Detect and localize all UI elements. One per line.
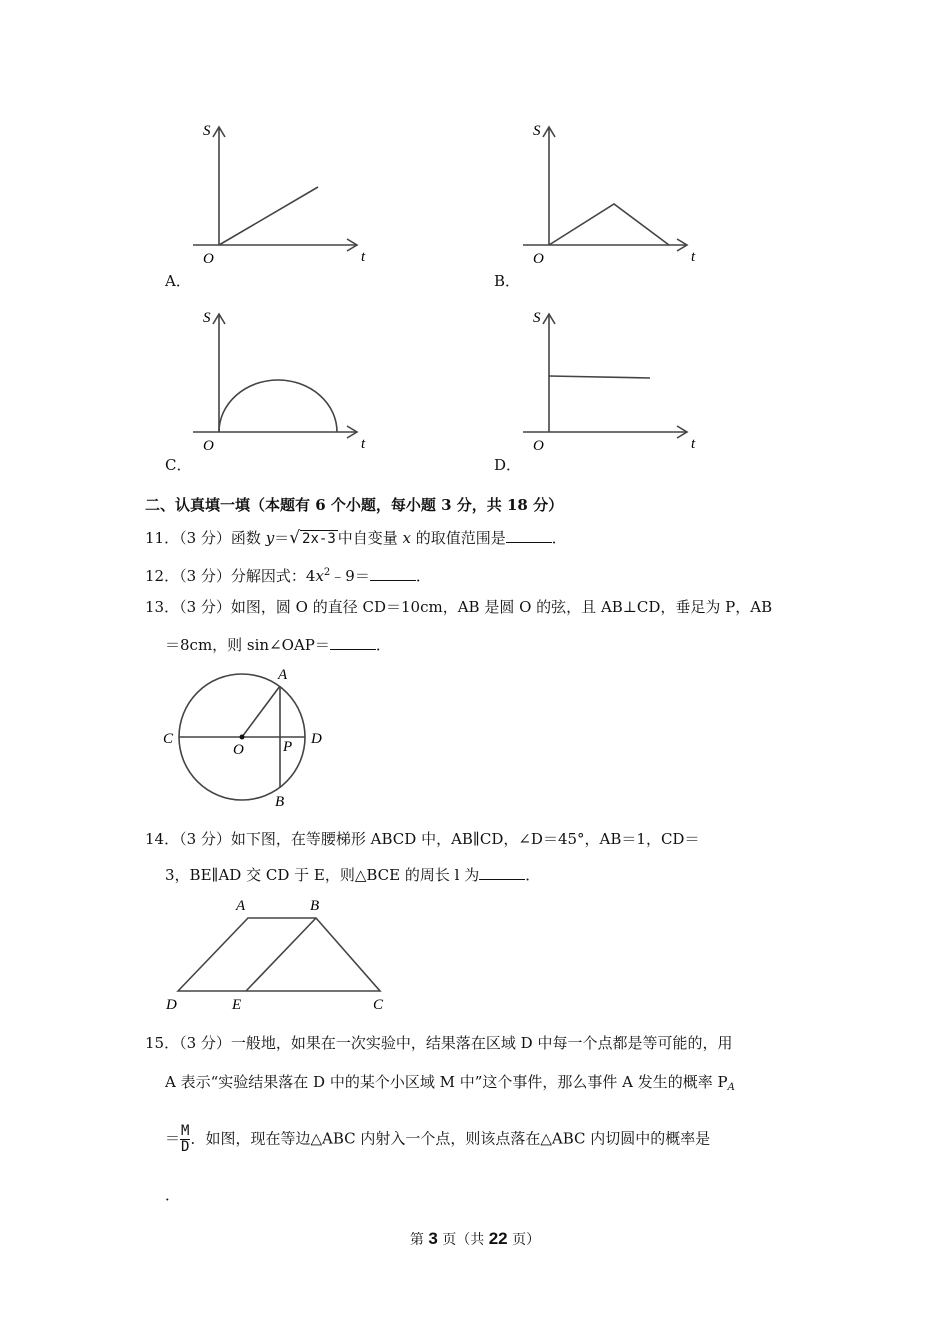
point-a-label: A <box>278 667 288 683</box>
axis-t-label: t <box>691 249 696 265</box>
point-b-label: B <box>275 794 285 810</box>
point-c-label: C <box>373 997 384 1013</box>
question-15-line-4: ． <box>165 1186 181 1204</box>
question-score: （3 分） <box>179 830 231 848</box>
question-score: （3 分） <box>179 598 231 616</box>
question-15-line-1: 15．（3 分）一般地，如果在一次实验中，结果落在区域 D 中每一个点都是等可能的，用 <box>145 1034 733 1052</box>
section-title: 二、认真填一填（本题有 6 个小题，每小题 3 分，共 18 分） <box>145 496 564 514</box>
graph-a <box>185 115 380 275</box>
point-c-label: C <box>163 731 174 747</box>
answer-blank[interactable] <box>370 566 416 581</box>
trapezoid-figure <box>160 893 400 1018</box>
origin-label: O <box>533 438 544 454</box>
point-p-label: P <box>283 739 293 755</box>
point-b-label: B <box>310 898 320 914</box>
option-c-label: C． <box>165 456 192 474</box>
option-d-label: D． <box>494 456 522 474</box>
question-14-line-2: 3，BE∥AD 交 CD 于 E，则△BCE 的周长 l 为 ． <box>165 866 541 884</box>
question-15-line-3: ＝ $\frac{M}{D}$ ．如图，现在等边△ABC 内射入一个点，则该点落在△ABC 内切圆中的概率是 <box>165 1123 711 1155</box>
question-12: 12．（3 分）分解因式：$4x^2﹣9=$ ． <box>145 567 431 585</box>
answer-blank[interactable] <box>506 528 552 543</box>
page-total: 22 <box>488 1229 508 1248</box>
origin-label: O <box>203 438 214 454</box>
question-number: 14． <box>145 830 180 848</box>
question-number: 11． <box>145 529 180 547</box>
question-number: 13． <box>145 598 180 616</box>
graph-b <box>515 115 710 275</box>
point-e-label: E <box>232 997 242 1013</box>
axis-s-label: S <box>203 123 211 139</box>
axis-t-label: t <box>361 249 366 265</box>
question-13-line-1: 13．（3 分）如图，圆 O 的直径 CD＝10cm，AB 是圆 O 的弦，且 AB⊥CD，垂足为 P，AB <box>145 598 773 616</box>
question-13-line-2: ＝8cm，则 sin∠OAP＝ ． <box>165 636 391 654</box>
question-14-line-1: 14．（3 分）如下图，在等腰梯形 ABCD 中，AB∥CD，∠D＝45°，AB＝1，CD＝ <box>145 830 700 848</box>
axis-t-label: t <box>361 436 366 452</box>
graph-d <box>515 302 710 462</box>
page-number: 3 <box>428 1229 438 1248</box>
origin-label: O <box>533 251 544 267</box>
question-score: （3 分） <box>179 529 231 547</box>
question-15-line-2: A 表示“实验结果落在 D 中的某个小区域 M 中”这个事件，那么事件 A 发生的概率 $P_A$ <box>165 1073 735 1093</box>
point-d-label: D <box>311 731 322 747</box>
axis-s-label: S <box>203 310 211 326</box>
page-footer: 第 3 页（共 22 页） <box>409 1229 541 1248</box>
radicand: 2x-3 <box>302 531 336 547</box>
question-score: （3 分） <box>179 567 231 585</box>
option-a-label: A． <box>165 272 191 290</box>
point-d-label: D <box>166 997 177 1013</box>
point-a-label: A <box>236 898 246 914</box>
answer-blank[interactable] <box>330 635 376 650</box>
origin-label: O <box>203 251 214 267</box>
axis-t-label: t <box>691 436 696 452</box>
answer-blank[interactable] <box>479 865 525 880</box>
point-o-label: O <box>233 742 244 758</box>
circle-figure <box>158 662 338 812</box>
probability-fraction: $\frac{M}{D}$ <box>181 1123 190 1155</box>
question-11: 11．（3 分）函数 y＝√ 2x-3 中自变量 x 的取值范围是 ． <box>145 528 567 548</box>
sqrt-symbol: √ <box>289 528 301 548</box>
graph-c <box>185 302 380 462</box>
axis-s-label: S <box>533 123 541 139</box>
question-score: （3 分） <box>179 1034 231 1052</box>
axis-s-label: S <box>533 310 541 326</box>
question-number: 12． <box>145 567 180 585</box>
question-number: 15． <box>145 1034 180 1052</box>
option-b-label: B． <box>494 272 521 290</box>
